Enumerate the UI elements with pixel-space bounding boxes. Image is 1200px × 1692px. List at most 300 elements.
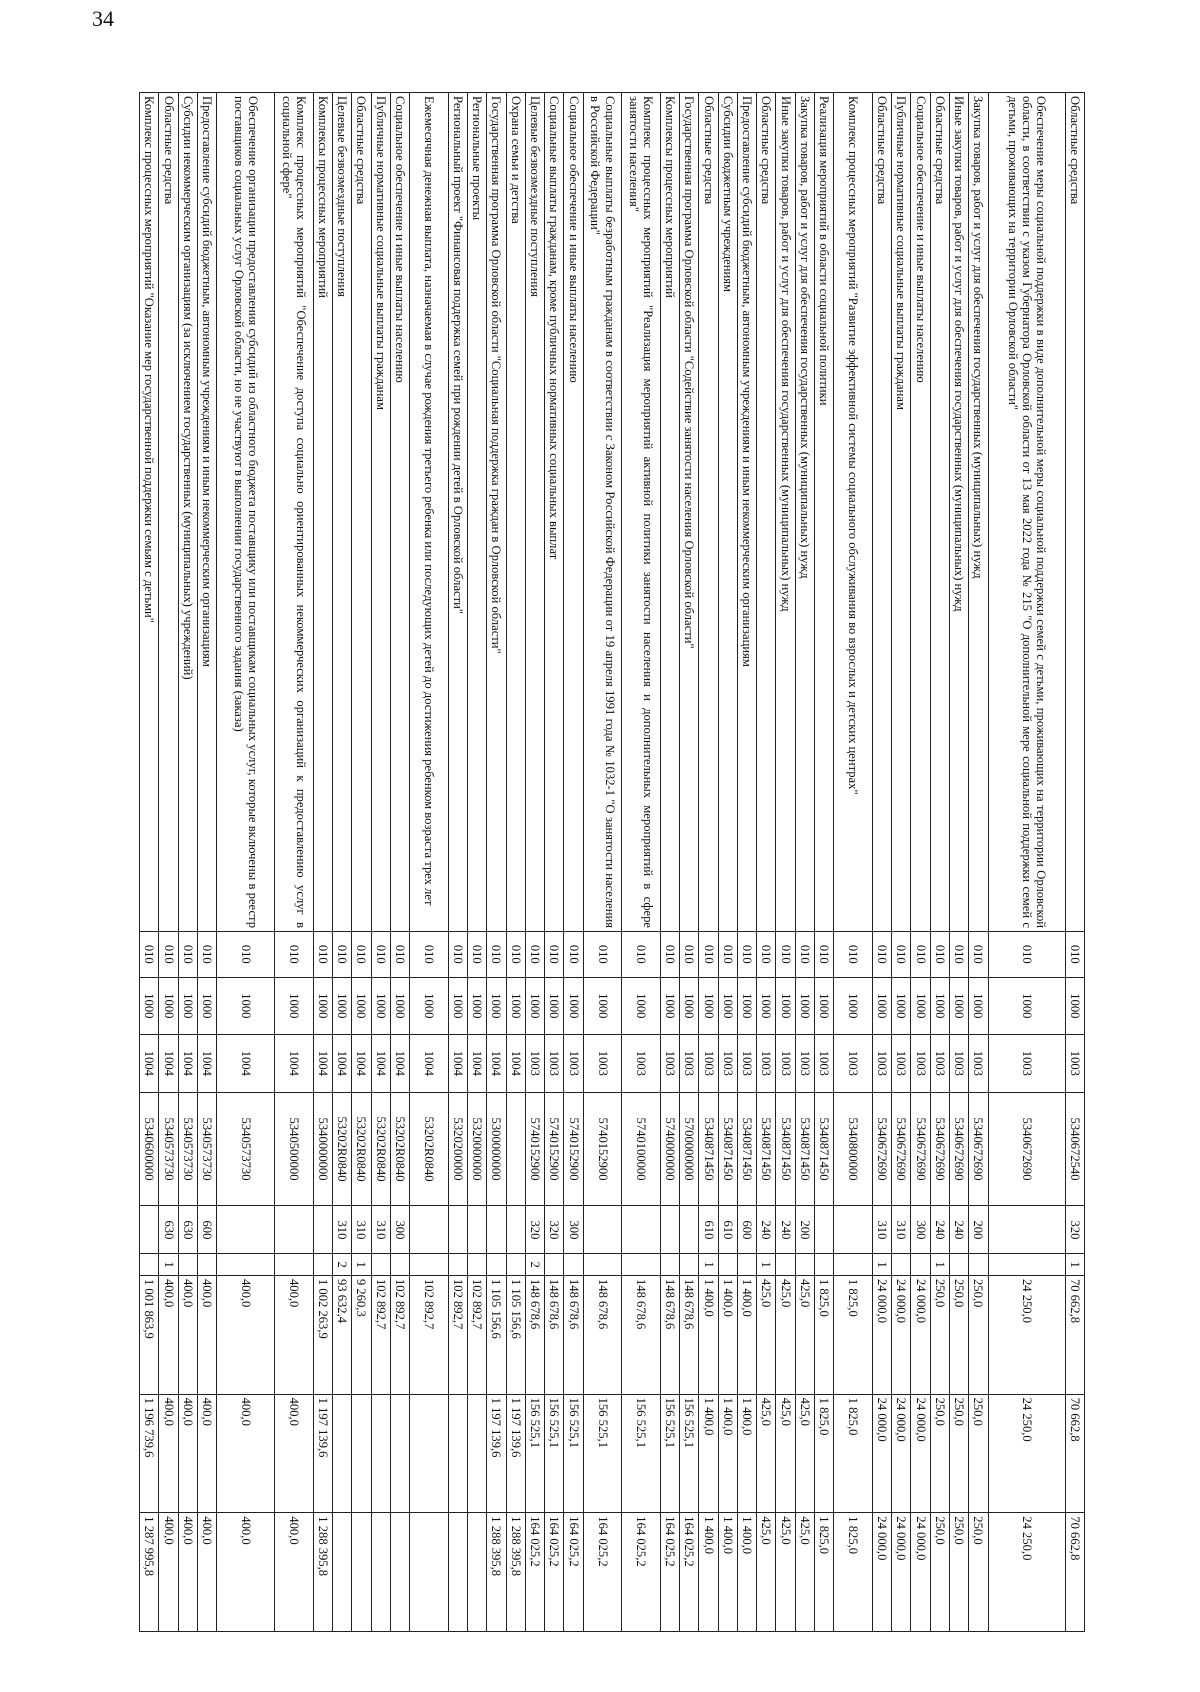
row-name-cell: Областные средства bbox=[757, 93, 776, 932]
amount-year3-cell: 24 000,0 bbox=[872, 1513, 891, 1632]
expense-type-cell bbox=[660, 1206, 679, 1254]
amount-year3-cell bbox=[390, 1513, 409, 1632]
source-code-cell bbox=[815, 1254, 834, 1276]
subsection-cell: 1003 bbox=[680, 1035, 699, 1093]
table-row bbox=[159, 93, 178, 1632]
row-name-cell: Областные средства bbox=[872, 93, 891, 932]
target-article-cell: 5340871450 bbox=[815, 1092, 834, 1206]
source-code-cell bbox=[275, 1254, 314, 1276]
amount-year1-cell: 400,0 bbox=[275, 1275, 314, 1394]
row-name-cell: Иные закупки товаров, работ и услуг для обеспечения государственных (муниципальных) нужд bbox=[776, 93, 795, 932]
target-article-cell: 5340573730 bbox=[178, 1092, 197, 1206]
grbs-cell: 010 bbox=[757, 932, 776, 978]
amount-year2-cell: 156 525,1 bbox=[680, 1394, 699, 1513]
table-row bbox=[487, 93, 506, 1632]
amount-year3-cell: 164 025,2 bbox=[583, 1513, 622, 1632]
table-row bbox=[776, 93, 795, 1632]
source-code-cell: 1 bbox=[872, 1254, 891, 1276]
amount-year2-cell bbox=[448, 1394, 467, 1513]
amount-year3-cell: 164 025,2 bbox=[525, 1513, 544, 1632]
grbs-cell: 010 bbox=[660, 932, 679, 978]
source-code-cell bbox=[834, 1254, 873, 1276]
row-name-cell: Комплекс процессных мероприятий "Реализация мероприятий активной политики занятости населения и дополнительных мероприятий в сфере занятости населения" bbox=[622, 93, 661, 932]
amount-year1-cell: 93 632,4 bbox=[333, 1275, 352, 1394]
amount-year1-cell: 24 250,0 bbox=[988, 1275, 1065, 1394]
page-number: 34 bbox=[92, 6, 114, 31]
subsection-cell: 1004 bbox=[178, 1035, 197, 1093]
source-code-cell bbox=[892, 1254, 911, 1276]
source-code-cell bbox=[390, 1254, 409, 1276]
target-article-cell: 5340672540 bbox=[1065, 1092, 1084, 1206]
grbs-cell: 010 bbox=[313, 932, 332, 978]
amount-year2-cell: 1 197 139,6 bbox=[313, 1394, 332, 1513]
amount-year2-cell: 1 825,0 bbox=[815, 1394, 834, 1513]
amount-year3-cell bbox=[352, 1513, 371, 1632]
row-name-cell: Областные средства bbox=[352, 93, 371, 932]
table-row bbox=[390, 93, 409, 1632]
target-article-cell: 5340672690 bbox=[950, 1092, 969, 1206]
amount-year1-cell: 1 105 156,6 bbox=[506, 1275, 525, 1394]
row-name-cell: Государственная программа Орловской области "Содействие занятости населения Орловской области" bbox=[680, 93, 699, 932]
source-code-cell bbox=[506, 1254, 525, 1276]
target-article-cell: 5340672690 bbox=[892, 1092, 911, 1206]
row-name-cell: Государственная программа Орловской области "Социальная поддержка граждан в Орловской области" bbox=[487, 93, 506, 932]
grbs-cell: 010 bbox=[178, 932, 197, 978]
subsection-cell: 1004 bbox=[448, 1035, 467, 1093]
amount-year1-cell: 148 678,6 bbox=[525, 1275, 544, 1394]
section-cell: 1000 bbox=[275, 977, 314, 1035]
target-article-cell: 5740000000 bbox=[660, 1092, 679, 1206]
table-row bbox=[699, 93, 718, 1632]
amount-year1-cell: 250,0 bbox=[930, 1275, 949, 1394]
target-article-cell: 53202R0840 bbox=[390, 1092, 409, 1206]
table-row bbox=[622, 93, 661, 1632]
target-article-cell: 5340871450 bbox=[737, 1092, 756, 1206]
amount-year3-cell bbox=[448, 1513, 467, 1632]
grbs-cell: 010 bbox=[583, 932, 622, 978]
subsection-cell: 1004 bbox=[410, 1035, 449, 1093]
target-article-cell: 53202R0840 bbox=[371, 1092, 390, 1206]
amount-year1-cell: 24 000,0 bbox=[872, 1275, 891, 1394]
amount-year3-cell: 400,0 bbox=[178, 1513, 197, 1632]
amount-year3-cell: 1 400,0 bbox=[699, 1513, 718, 1632]
target-article-cell: 53202R0840 bbox=[333, 1092, 352, 1206]
amount-year1-cell: 148 678,6 bbox=[660, 1275, 679, 1394]
section-cell: 1000 bbox=[487, 977, 506, 1035]
section-cell: 1000 bbox=[699, 977, 718, 1035]
section-cell: 1000 bbox=[872, 977, 891, 1035]
amount-year2-cell: 1 400,0 bbox=[737, 1394, 756, 1513]
table-row bbox=[275, 93, 314, 1632]
section-cell: 1000 bbox=[410, 977, 449, 1035]
section-cell: 1000 bbox=[333, 977, 352, 1035]
expense-type-cell: 310 bbox=[352, 1206, 371, 1254]
expense-type-cell: 630 bbox=[178, 1206, 197, 1254]
grbs-cell: 010 bbox=[352, 932, 371, 978]
table-row bbox=[525, 93, 544, 1632]
amount-year2-cell: 156 525,1 bbox=[564, 1394, 583, 1513]
amount-year2-cell: 156 525,1 bbox=[583, 1394, 622, 1513]
section-cell: 1000 bbox=[468, 977, 487, 1035]
amount-year1-cell: 148 678,6 bbox=[564, 1275, 583, 1394]
table-row bbox=[583, 93, 622, 1632]
table-row bbox=[198, 93, 217, 1632]
subsection-cell: 1004 bbox=[333, 1035, 352, 1093]
section-cell: 1000 bbox=[140, 977, 159, 1035]
expense-type-cell: 600 bbox=[198, 1206, 217, 1254]
expense-type-cell bbox=[988, 1206, 1065, 1254]
section-cell: 1000 bbox=[660, 977, 679, 1035]
amount-year3-cell: 164 025,2 bbox=[545, 1513, 564, 1632]
section-cell: 1000 bbox=[159, 977, 178, 1035]
section-cell: 1000 bbox=[352, 977, 371, 1035]
target-article-cell: 5340573730 bbox=[159, 1092, 178, 1206]
amount-year1-cell: 1 002 263,9 bbox=[313, 1275, 332, 1394]
expense-type-cell bbox=[410, 1206, 449, 1254]
amount-year1-cell: 425,0 bbox=[795, 1275, 814, 1394]
grbs-cell: 010 bbox=[140, 932, 159, 978]
table-row bbox=[660, 93, 679, 1632]
section-cell: 1000 bbox=[313, 977, 332, 1035]
amount-year3-cell: 250,0 bbox=[950, 1513, 969, 1632]
target-article-cell: 5340871450 bbox=[795, 1092, 814, 1206]
row-name-cell: Обеспечение меры социальной поддержки в виде дополнительной меры социальной поддержки семей с детьми, проживающих на территории Орловской области, в соответствии с указом Губернатора Орловской области от 13 мая 2022 года № 215 "О дополнительной мере социальной поддержки семей с детьми, проживающих на территории Орловской области" bbox=[988, 93, 1065, 932]
source-code-cell: 2 bbox=[525, 1254, 544, 1276]
subsection-cell: 1004 bbox=[352, 1035, 371, 1093]
amount-year2-cell: 156 525,1 bbox=[660, 1394, 679, 1513]
grbs-cell: 010 bbox=[988, 932, 1065, 978]
row-name-cell: Региональный проект "Финансовая поддержка семей при рождении детей в Орловской области" bbox=[448, 93, 467, 932]
table-row bbox=[680, 93, 699, 1632]
target-article-cell: 5340000000 bbox=[313, 1092, 332, 1206]
amount-year3-cell: 1 288 395,8 bbox=[313, 1513, 332, 1632]
amount-year3-cell bbox=[333, 1513, 352, 1632]
subsection-cell: 1004 bbox=[313, 1035, 332, 1093]
amount-year1-cell: 400,0 bbox=[217, 1275, 275, 1394]
row-name-cell: Целевые безвозмездные поступления bbox=[525, 93, 544, 932]
amount-year3-cell: 24 000,0 bbox=[892, 1513, 911, 1632]
amount-year1-cell: 425,0 bbox=[757, 1275, 776, 1394]
amount-year2-cell bbox=[410, 1394, 449, 1513]
amount-year3-cell: 1 825,0 bbox=[815, 1513, 834, 1632]
grbs-cell: 010 bbox=[159, 932, 178, 978]
section-cell: 1000 bbox=[371, 977, 390, 1035]
target-article-cell: 5340871450 bbox=[699, 1092, 718, 1206]
amount-year3-cell bbox=[371, 1513, 390, 1632]
table-row bbox=[352, 93, 371, 1632]
source-code-cell bbox=[468, 1254, 487, 1276]
subsection-cell: 1003 bbox=[718, 1035, 737, 1093]
expense-type-cell bbox=[313, 1206, 332, 1254]
amount-year3-cell: 164 025,2 bbox=[660, 1513, 679, 1632]
expense-type-cell bbox=[275, 1206, 314, 1254]
subsection-cell: 1003 bbox=[699, 1035, 718, 1093]
section-cell: 1000 bbox=[390, 977, 409, 1035]
amount-year1-cell: 425,0 bbox=[776, 1275, 795, 1394]
target-article-cell: 5340500000 bbox=[275, 1092, 314, 1206]
source-code-cell bbox=[487, 1254, 506, 1276]
amount-year2-cell: 400,0 bbox=[217, 1394, 275, 1513]
expense-type-cell bbox=[583, 1206, 622, 1254]
expense-type-cell: 630 bbox=[159, 1206, 178, 1254]
grbs-cell: 010 bbox=[969, 932, 988, 978]
amount-year2-cell: 24 000,0 bbox=[872, 1394, 891, 1513]
subsection-cell: 1003 bbox=[969, 1035, 988, 1093]
table-row bbox=[892, 93, 911, 1632]
section-cell: 1000 bbox=[448, 977, 467, 1035]
grbs-cell: 010 bbox=[699, 932, 718, 978]
subsection-cell: 1003 bbox=[930, 1035, 949, 1093]
expense-type-cell bbox=[140, 1206, 159, 1254]
row-name-cell: Реализация мероприятий в области социальной политики bbox=[815, 93, 834, 932]
amount-year3-cell: 425,0 bbox=[795, 1513, 814, 1632]
amount-year3-cell: 24 000,0 bbox=[911, 1513, 930, 1632]
amount-year2-cell bbox=[333, 1394, 352, 1513]
expense-type-cell: 300 bbox=[564, 1206, 583, 1254]
amount-year1-cell: 24 000,0 bbox=[892, 1275, 911, 1394]
grbs-cell: 010 bbox=[506, 932, 525, 978]
source-code-cell bbox=[583, 1254, 622, 1276]
source-code-cell: 1 bbox=[352, 1254, 371, 1276]
row-name-cell: Предоставление субсидий бюджетным, автономным учреждениям и иным некоммерческим организациям bbox=[737, 93, 756, 932]
amount-year1-cell: 1 825,0 bbox=[834, 1275, 873, 1394]
row-name-cell: Региональные проекты bbox=[468, 93, 487, 932]
target-article-cell: 5340672690 bbox=[969, 1092, 988, 1206]
table-row bbox=[371, 93, 390, 1632]
target-article-cell: 5340573730 bbox=[217, 1092, 275, 1206]
expense-type-cell bbox=[622, 1206, 661, 1254]
amount-year3-cell: 1 287 995,8 bbox=[140, 1513, 159, 1632]
row-name-cell: Социальные выплаты безработным гражданам в соответствии с Законом Российской Федерации от 19 апреля 1991 года № 1032-1 "О занятости населения в Российской Федерации" bbox=[583, 93, 622, 932]
source-code-cell: 1 bbox=[159, 1254, 178, 1276]
expense-type-cell: 320 bbox=[525, 1206, 544, 1254]
subsection-cell: 1003 bbox=[1065, 1035, 1084, 1093]
grbs-cell: 010 bbox=[448, 932, 467, 978]
row-name-cell: Субсидии некоммерческим организациям (за исключением государственных (муниципальных) учреждений) bbox=[178, 93, 197, 932]
amount-year3-cell: 400,0 bbox=[275, 1513, 314, 1632]
table-row bbox=[988, 93, 1065, 1632]
amount-year3-cell: 250,0 bbox=[930, 1513, 949, 1632]
amount-year1-cell: 1 400,0 bbox=[699, 1275, 718, 1394]
amount-year2-cell: 1 825,0 bbox=[834, 1394, 873, 1513]
source-code-cell bbox=[140, 1254, 159, 1276]
target-article-cell: 5340600000 bbox=[140, 1092, 159, 1206]
amount-year3-cell: 24 250,0 bbox=[988, 1513, 1065, 1632]
row-name-cell: Областные средства bbox=[159, 93, 178, 932]
table-row bbox=[333, 93, 352, 1632]
amount-year3-cell: 164 025,2 bbox=[564, 1513, 583, 1632]
row-name-cell: Закупка товаров, работ и услуг для обеспечения государственных (муниципальных) нужд bbox=[795, 93, 814, 932]
expense-type-cell bbox=[217, 1206, 275, 1254]
expense-type-cell bbox=[834, 1206, 873, 1254]
grbs-cell: 010 bbox=[1065, 932, 1084, 978]
source-code-cell bbox=[911, 1254, 930, 1276]
row-name-cell: Охрана семьи и детства bbox=[506, 93, 525, 932]
amount-year2-cell: 425,0 bbox=[795, 1394, 814, 1513]
amount-year3-cell: 1 288 395,8 bbox=[506, 1513, 525, 1632]
amount-year1-cell: 102 892,7 bbox=[371, 1275, 390, 1394]
amount-year2-cell: 156 525,1 bbox=[622, 1394, 661, 1513]
row-name-cell: Социальное обеспечение и иные выплаты населению bbox=[390, 93, 409, 932]
target-article-cell: 5740100000 bbox=[622, 1092, 661, 1206]
target-article-cell: 5740152900 bbox=[525, 1092, 544, 1206]
section-cell: 1000 bbox=[525, 977, 544, 1035]
table-row bbox=[1065, 93, 1084, 1632]
subsection-cell: 1003 bbox=[911, 1035, 930, 1093]
table-row bbox=[872, 93, 891, 1632]
subsection-cell: 1003 bbox=[776, 1035, 795, 1093]
table-body bbox=[140, 93, 1085, 1632]
subsection-cell: 1003 bbox=[950, 1035, 969, 1093]
amount-year1-cell: 148 678,6 bbox=[545, 1275, 564, 1394]
table-row bbox=[140, 93, 159, 1632]
section-cell: 1000 bbox=[583, 977, 622, 1035]
source-code-cell bbox=[198, 1254, 217, 1276]
row-name-cell: Комплексы процессных мероприятий bbox=[660, 93, 679, 932]
target-article-cell: 5340672690 bbox=[872, 1092, 891, 1206]
section-cell: 1000 bbox=[198, 977, 217, 1035]
grbs-cell: 010 bbox=[737, 932, 756, 978]
amount-year2-cell: 1 196 739,6 bbox=[140, 1394, 159, 1513]
subsection-cell: 1004 bbox=[159, 1035, 178, 1093]
amount-year2-cell: 400,0 bbox=[275, 1394, 314, 1513]
subsection-cell: 1003 bbox=[737, 1035, 756, 1093]
target-article-cell: 5340800000 bbox=[834, 1092, 873, 1206]
section-cell: 1000 bbox=[718, 977, 737, 1035]
amount-year2-cell: 24 250,0 bbox=[988, 1394, 1065, 1513]
table-row bbox=[969, 93, 988, 1632]
grbs-cell: 010 bbox=[371, 932, 390, 978]
amount-year2-cell: 425,0 bbox=[757, 1394, 776, 1513]
source-code-cell bbox=[448, 1254, 467, 1276]
section-cell: 1000 bbox=[506, 977, 525, 1035]
target-article-cell: 5740152900 bbox=[564, 1092, 583, 1206]
row-name-cell: Комплексы процессных мероприятий bbox=[313, 93, 332, 932]
source-code-cell bbox=[178, 1254, 197, 1276]
grbs-cell: 010 bbox=[930, 932, 949, 978]
amount-year1-cell: 400,0 bbox=[198, 1275, 217, 1394]
subsection-cell: 1003 bbox=[795, 1035, 814, 1093]
subsection-cell: 1004 bbox=[275, 1035, 314, 1093]
table-row bbox=[545, 93, 564, 1632]
expense-type-cell: 300 bbox=[911, 1206, 930, 1254]
source-code-cell bbox=[371, 1254, 390, 1276]
section-cell: 1000 bbox=[911, 977, 930, 1035]
source-code-cell bbox=[776, 1254, 795, 1276]
subsection-cell: 1004 bbox=[198, 1035, 217, 1093]
source-code-cell bbox=[545, 1254, 564, 1276]
table-row bbox=[930, 93, 949, 1632]
section-cell: 1000 bbox=[757, 977, 776, 1035]
source-code-cell: 2 bbox=[333, 1254, 352, 1276]
table-row bbox=[834, 93, 873, 1632]
source-code-cell bbox=[660, 1254, 679, 1276]
section-cell: 1000 bbox=[930, 977, 949, 1035]
amount-year2-cell bbox=[352, 1394, 371, 1513]
row-name-cell: Субсидии бюджетным учреждениям bbox=[718, 93, 737, 932]
row-name-cell: Закупка товаров, работ и услуг для обеспечения государственных (муниципальных) нужд bbox=[969, 93, 988, 932]
expense-type-cell: 600 bbox=[737, 1206, 756, 1254]
grbs-cell: 010 bbox=[718, 932, 737, 978]
amount-year3-cell: 164 025,2 bbox=[680, 1513, 699, 1632]
source-code-cell bbox=[564, 1254, 583, 1276]
amount-year3-cell: 425,0 bbox=[757, 1513, 776, 1632]
row-name-cell: Публичные нормативные социальные выплаты гражданам bbox=[371, 93, 390, 932]
amount-year2-cell: 1 197 139,6 bbox=[487, 1394, 506, 1513]
target-article-cell: 5340871450 bbox=[757, 1092, 776, 1206]
amount-year1-cell: 250,0 bbox=[950, 1275, 969, 1394]
section-cell: 1000 bbox=[564, 977, 583, 1035]
table-row bbox=[950, 93, 969, 1632]
subsection-cell: 1003 bbox=[622, 1035, 661, 1093]
amount-year2-cell: 400,0 bbox=[159, 1394, 178, 1513]
table-row bbox=[313, 93, 332, 1632]
target-article-cell: 5340672690 bbox=[911, 1092, 930, 1206]
grbs-cell: 010 bbox=[872, 932, 891, 978]
section-cell: 1000 bbox=[988, 977, 1065, 1035]
target-article-cell: 5300000000 bbox=[487, 1092, 506, 1206]
rotated-page bbox=[140, 92, 1085, 1632]
amount-year1-cell: 1 001 863,9 bbox=[140, 1275, 159, 1394]
subsection-cell: 1004 bbox=[217, 1035, 275, 1093]
source-code-cell bbox=[969, 1254, 988, 1276]
source-code-cell bbox=[950, 1254, 969, 1276]
grbs-cell: 010 bbox=[680, 932, 699, 978]
expense-type-cell: 240 bbox=[776, 1206, 795, 1254]
grbs-cell: 010 bbox=[622, 932, 661, 978]
row-name-cell: Комплекс процессных мероприятий "Оказание мер государственной поддержки семьям с детьми" bbox=[140, 93, 159, 932]
amount-year2-cell: 1 400,0 bbox=[718, 1394, 737, 1513]
target-article-cell: 5320200000 bbox=[448, 1092, 467, 1206]
table-row bbox=[795, 93, 814, 1632]
source-code-cell bbox=[313, 1254, 332, 1276]
grbs-cell: 010 bbox=[390, 932, 409, 978]
grbs-cell: 010 bbox=[892, 932, 911, 978]
source-code-cell: 1 bbox=[930, 1254, 949, 1276]
row-name-cell: Областные средства bbox=[699, 93, 718, 932]
section-cell: 1000 bbox=[969, 977, 988, 1035]
expense-type-cell: 320 bbox=[545, 1206, 564, 1254]
row-name-cell: Социальное обеспечение и иные выплаты населению bbox=[564, 93, 583, 932]
section-cell: 1000 bbox=[178, 977, 197, 1035]
table-row bbox=[448, 93, 467, 1632]
section-cell: 1000 bbox=[834, 977, 873, 1035]
grbs-cell: 010 bbox=[198, 932, 217, 978]
amount-year2-cell bbox=[390, 1394, 409, 1513]
source-code-cell bbox=[737, 1254, 756, 1276]
amount-year2-cell: 400,0 bbox=[178, 1394, 197, 1513]
amount-year1-cell: 1 825,0 bbox=[815, 1275, 834, 1394]
grbs-cell: 010 bbox=[487, 932, 506, 978]
amount-year1-cell: 24 000,0 bbox=[911, 1275, 930, 1394]
amount-year2-cell: 250,0 bbox=[930, 1394, 949, 1513]
subsection-cell: 1003 bbox=[564, 1035, 583, 1093]
amount-year1-cell: 102 892,7 bbox=[410, 1275, 449, 1394]
expense-type-cell: 200 bbox=[969, 1206, 988, 1254]
amount-year2-cell: 1 400,0 bbox=[699, 1394, 718, 1513]
subsection-cell: 1003 bbox=[892, 1035, 911, 1093]
amount-year2-cell: 70 662,8 bbox=[1065, 1394, 1084, 1513]
table-row bbox=[911, 93, 930, 1632]
table-row bbox=[506, 93, 525, 1632]
subsection-cell: 1003 bbox=[834, 1035, 873, 1093]
section-cell: 1000 bbox=[217, 977, 275, 1035]
source-code-cell bbox=[988, 1254, 1065, 1276]
subsection-cell: 1003 bbox=[872, 1035, 891, 1093]
amount-year3-cell: 400,0 bbox=[159, 1513, 178, 1632]
amount-year2-cell: 24 000,0 bbox=[892, 1394, 911, 1513]
budget-table bbox=[139, 92, 1085, 1632]
